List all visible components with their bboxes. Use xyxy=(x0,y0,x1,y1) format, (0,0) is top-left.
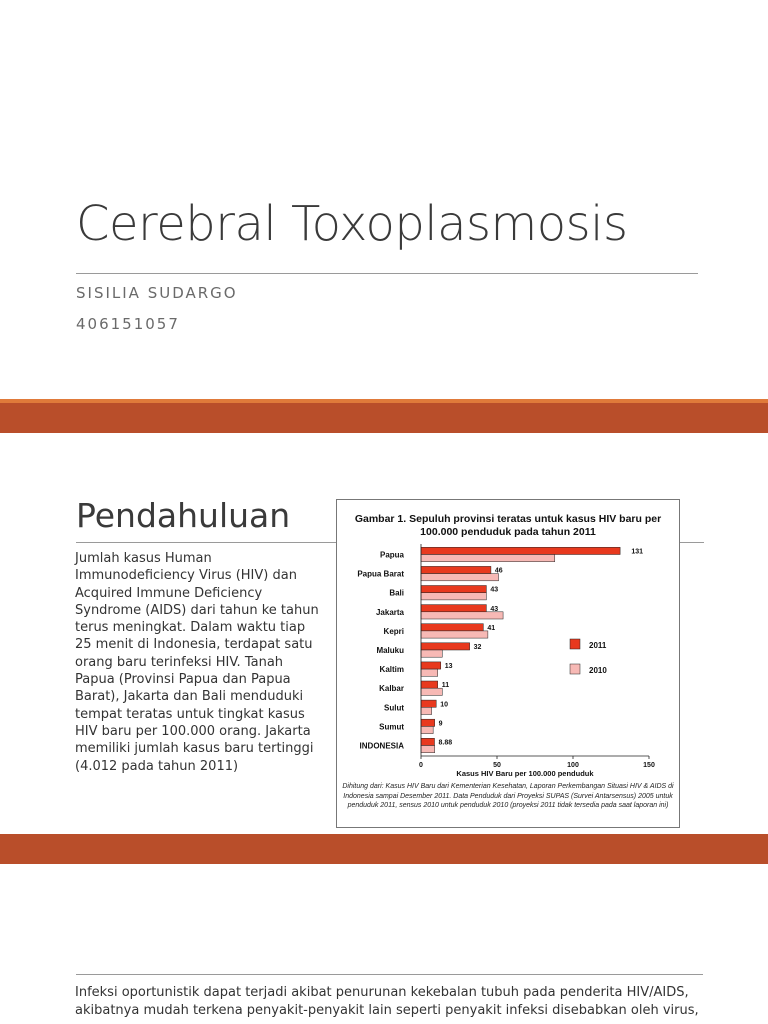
bar-2011 xyxy=(421,586,486,593)
x-tick-label: 150 xyxy=(643,762,655,769)
bar-value-label: 32 xyxy=(473,644,482,651)
bar-2010 xyxy=(421,612,503,619)
slide3-top-divider xyxy=(76,974,703,975)
title-divider xyxy=(76,273,698,274)
author-name: SISILIA SUDARGO xyxy=(76,284,238,302)
category-label: Sulut xyxy=(384,703,404,713)
section-heading: Pendahuluan xyxy=(76,496,291,535)
slide3-paragraph: Infeksi oportunistik dapat terjadi akibat penurunan kekebalan tubuh pada penderita HIV/AIDS, akibatnya mudah terkena penyakit-penyakit lain seperti penyakit infeksi disebabkan oleh virus, xyxy=(75,985,699,1018)
legend-swatch-2011 xyxy=(570,639,580,649)
chart-title: Gambar 1. Sepuluh provinsi teratas untuk kasus HIV baru per 100.000 penduduk pada tahun 2011 xyxy=(354,513,662,538)
bar-value-label: 13 xyxy=(444,663,453,671)
legend-label-2011: 2011 xyxy=(589,641,607,650)
bar-value-label: 9 xyxy=(438,720,443,728)
category-label: Papua xyxy=(379,550,404,560)
bar-2010 xyxy=(421,650,442,657)
bar-2011 xyxy=(421,547,620,554)
chart-source-caption: Dihitung dari: Kasus HIV Baru dari Kementerian Kesehatan, Laporan Perkembangan Situasi HIV & AIDS di Indonesia sampai Desember 2011. Data Penduduk dari Proyeksi SUPAS (Survei Antarsensus) 2005 untuk penduduk 2011, sensus 2010 untuk penduduk 2010 (proyeksi 2011 tidak tersedia pada saat laporan ini) xyxy=(342,783,674,809)
bar-2010 xyxy=(421,669,438,676)
student-id: 406151057 xyxy=(76,315,180,333)
bar-value-label: 46 xyxy=(494,567,503,575)
bar-2010 xyxy=(421,688,442,695)
category-label: Jakarta xyxy=(375,607,404,617)
bar-value-label: 11 xyxy=(441,682,450,690)
bar-2010 xyxy=(421,726,433,733)
intro-paragraph: Jumlah kasus Human Immunodeficiency Virus (HIV) dan Acquired Immune Deficiency Syndrome (AIDS) dari tahun ke tahun terus meningkat. Dalam waktu tiap 25 menit di Indonesia, terdapat satu orang baru terinfeksi HIV. Tanah Papua (Provinsi Papua dan Papua Barat), Jakarta dan Bali menduduki tempat teratas untuk tingkat kasus HIV baru per 100.000 orang. Jakarta memiliki jumlah kasus baru tertinggi (4.012 pada tahun 2011) xyxy=(75,551,319,774)
legend-label-2010: 2010 xyxy=(589,666,607,675)
bar-2011 xyxy=(421,662,441,669)
category-label: Papua Barat xyxy=(357,569,404,579)
x-axis-label: Kasus HIV Baru per 100.000 penduduk xyxy=(456,769,594,778)
bar-2010 xyxy=(421,593,486,600)
category-label: Kepri xyxy=(383,626,404,636)
heading-divider-left xyxy=(76,542,336,543)
category-label: Kalbar xyxy=(379,684,404,694)
x-tick-label: 50 xyxy=(493,762,501,769)
bar-2011 xyxy=(421,643,470,650)
legend-swatch-2010 xyxy=(570,664,580,674)
hiv-chart-figure xyxy=(336,499,680,828)
slide-separator-band xyxy=(0,403,768,433)
bar-2011 xyxy=(421,624,483,631)
category-label: Maluku xyxy=(376,646,404,655)
bar-value-label: 10 xyxy=(440,701,448,709)
bar-value-label: 8.88 xyxy=(438,739,453,747)
heading-divider-right xyxy=(678,542,704,543)
bar-2010 xyxy=(421,631,488,638)
bar-2010 xyxy=(421,555,555,562)
bar-2011 xyxy=(421,738,434,745)
bar-2010 xyxy=(421,574,499,581)
bar-2011 xyxy=(421,719,435,726)
category-label: Sumut xyxy=(379,722,404,732)
bar-2010 xyxy=(421,707,432,714)
bar-value-label: 43 xyxy=(490,586,499,594)
category-label: Kaltim xyxy=(379,665,404,675)
category-label: Bali xyxy=(389,588,404,598)
x-tick-label: 100 xyxy=(567,762,579,769)
bar-value-label: 131 xyxy=(631,548,643,556)
x-tick-label: 0 xyxy=(419,762,423,769)
category-label: INDONESIA xyxy=(359,741,404,751)
bar-2011 xyxy=(421,566,491,573)
bar-2011 xyxy=(421,700,436,707)
bar-value-label: 41 xyxy=(487,624,496,632)
bar-2011 xyxy=(421,681,438,688)
bar-2010 xyxy=(421,746,435,753)
hiv-bar-chart xyxy=(337,500,679,780)
slide-title: Cerebral Toxoplasmosis xyxy=(76,196,628,252)
slide-separator-band-2 xyxy=(0,834,768,864)
bar-value-label: 43 xyxy=(490,605,499,613)
bar-2011 xyxy=(421,605,486,612)
